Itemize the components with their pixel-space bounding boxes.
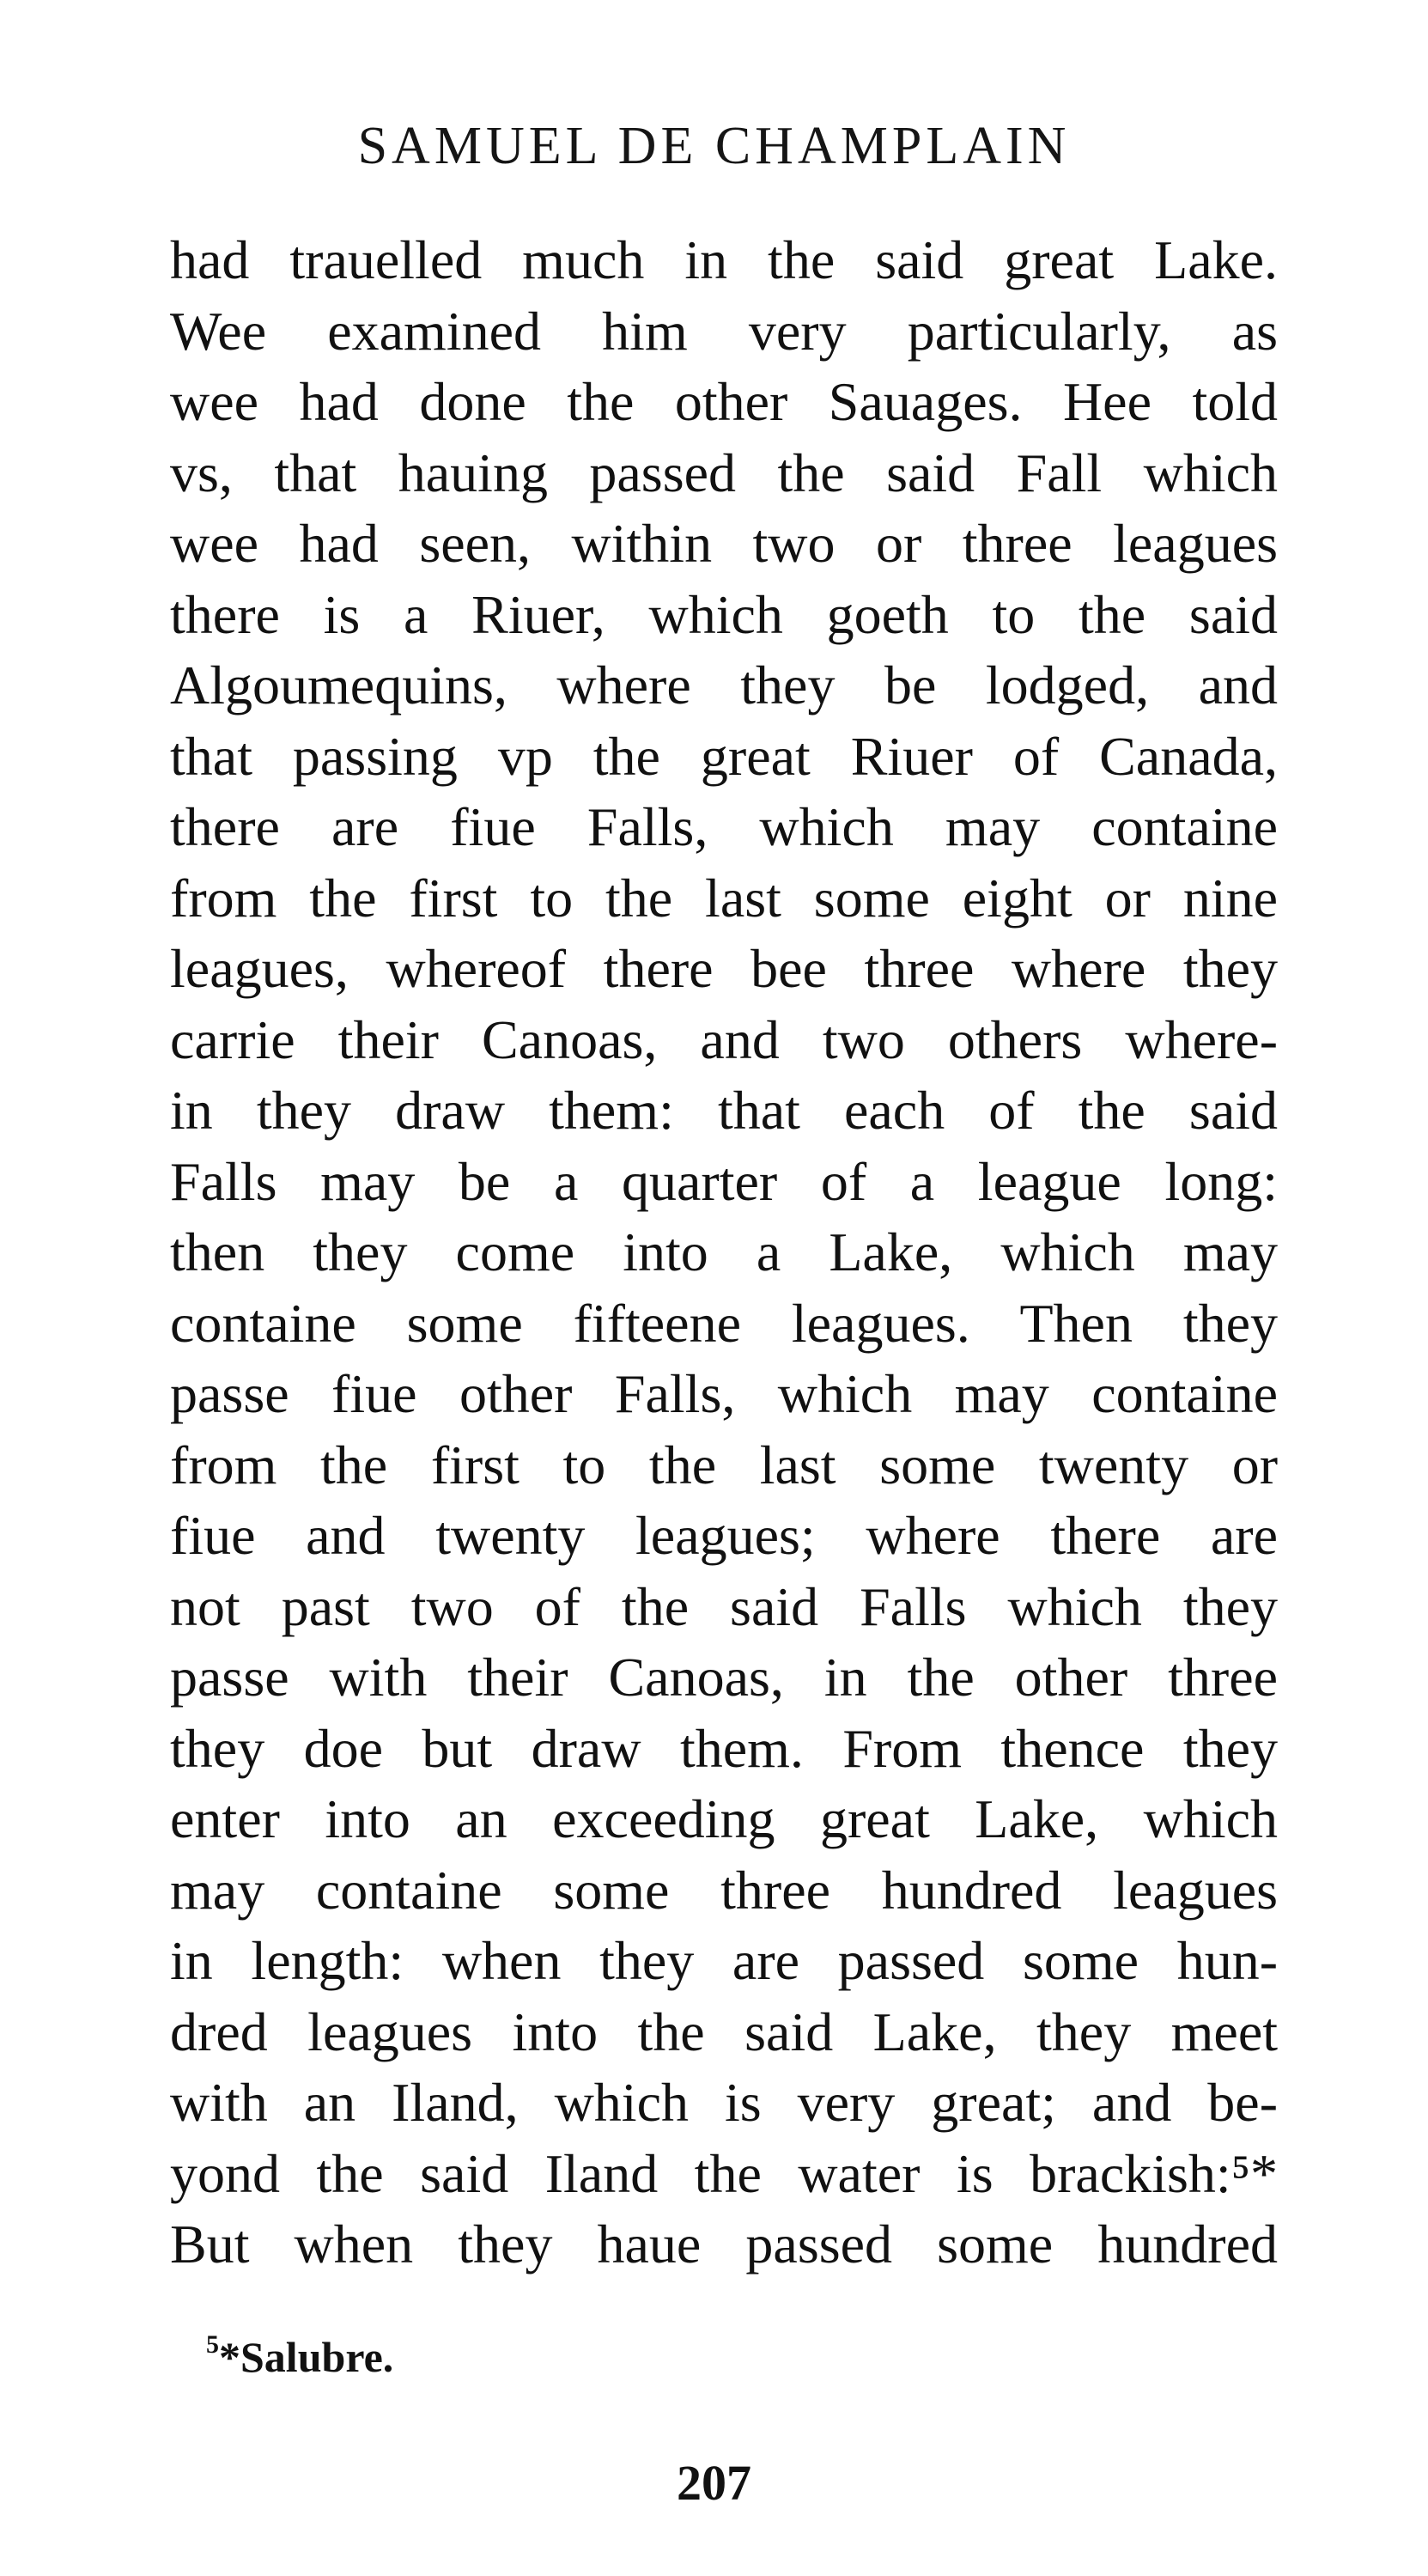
body-text (170, 225, 1278, 2281)
text-line: containe some fifteene leagues. Then they (170, 1292, 1278, 1354)
text-line: in length: when they are passed some hun- (170, 1930, 1278, 1991)
text-line: in they draw them: that each of the said (170, 1080, 1278, 1141)
text-line: wee had seen, within two or three leagues (170, 513, 1278, 574)
text-line: dred leagues into the said Lake, they meet (170, 2001, 1278, 2062)
text-line: yond the said Iland the water is brackish:⁵* (170, 2142, 1278, 2204)
page-number: 207 (677, 2455, 751, 2511)
text-line: there is a Riuer, which goeth to the said (170, 583, 1278, 645)
text-line: Wee examined him very particularly, as (170, 300, 1278, 362)
text-line: carrie their Canoas, and two others where- (170, 1008, 1278, 1070)
text-line: there are fiue Falls, which may containe (170, 796, 1278, 857)
text-line: not past two of the said Falls which they (170, 1575, 1278, 1637)
footnote-text: *Salubre. (219, 2333, 394, 2381)
text-line: enter into an exceeding great Lake, which (170, 1788, 1278, 1849)
text-line: wee had done the other Sauages. Hee told (170, 371, 1278, 432)
text-line: vs, that hauing passed the said Fall which (170, 442, 1278, 503)
text-line: then they come into a Lake, which may (170, 1221, 1278, 1282)
text-line: passe fiue other Falls, which may containe (170, 1363, 1278, 1424)
footnote (206, 2329, 393, 2384)
text-line: But when they haue passed some hundred (170, 2214, 1278, 2275)
text-line: fiue and twenty leagues; where there are (170, 1505, 1278, 1566)
text-line: Falls may be a quarter of a league long: (170, 1150, 1278, 1212)
text-line: that passing vp the great Riuer of Canada, (170, 725, 1278, 787)
text-line: had trauelled much in the said great Lake. (170, 229, 1278, 290)
text-line: may containe some three hundred leagues (170, 1859, 1278, 1921)
footnote-marker: 5 (206, 2330, 219, 2359)
text-line: they doe but draw them. From thence they (170, 1717, 1278, 1779)
text-line: Algoumequins, where they be lodged, and (170, 655, 1278, 716)
text-line: from the first to the last some eight or nine (170, 867, 1278, 929)
text-line: from the first to the last some twenty or (170, 1434, 1278, 1495)
text-line: passe with their Canoas, in the other three (170, 1647, 1278, 1708)
running-head: SAMUEL DE CHAMPLAIN (357, 117, 1071, 175)
text-line: with an Iland, which is very great; and be- (170, 2072, 1278, 2133)
text-line: leagues, whereof there bee three where they (170, 938, 1278, 999)
